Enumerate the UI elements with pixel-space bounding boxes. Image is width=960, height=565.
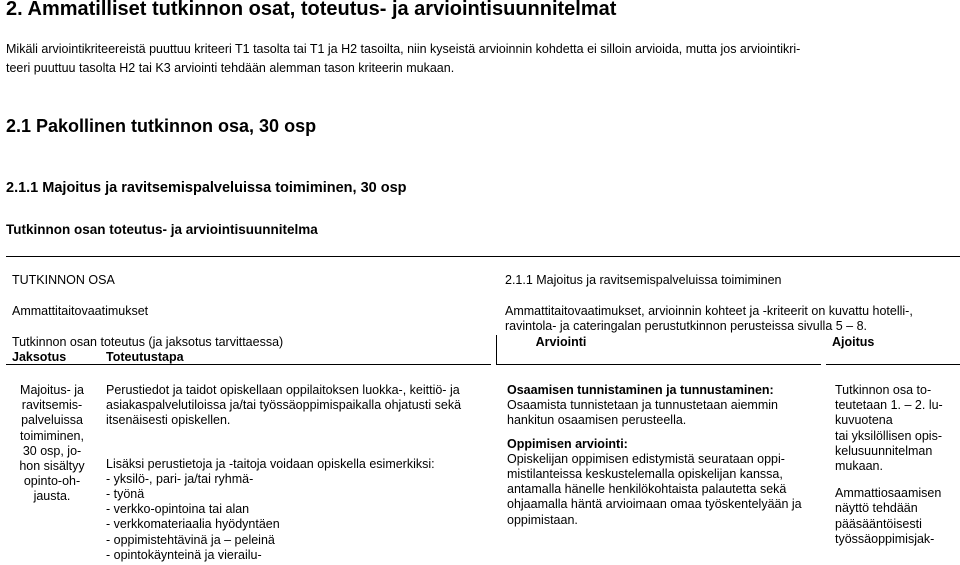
intro-line-2: teeri puuttuu tasolta H2 tai K3 arviointi tehdään alemman tason kriteerin mukaan.	[6, 61, 455, 75]
arviointi-cell: Osaamisen tunnistaminen ja tunnustaminen: Osaamista tunnistetaan ja tunnustetaan aiemmin hankitun osaamisen perusteella. Oppimisen arviointi: Opiskelijan oppimisen edistymistä seurataan oppi- mistilanteissa keskustelemalla opiskelijan kanssa, antamalla hänelle henkilökohtaista palautetta sekä ohjaamalla häntä arvioimaan omaa työskentelyään ja oppimistaan.	[507, 383, 802, 527]
ajoitus-label: Ajoitus	[832, 335, 875, 349]
arviointi-label: Arviointi	[535, 335, 587, 349]
oppiminen-heading: Oppimisen arviointi:	[507, 436, 628, 451]
toteutustapa-label: Toteutustapa	[106, 350, 184, 364]
toteutus-label: Tutkinnon osan toteutus (ja jaksotus tarvittaessa)	[12, 335, 284, 349]
list-item: - työnä	[106, 487, 145, 502]
list-item: - opintokäynteinä ja vierailu-	[106, 547, 262, 562]
list-item: - verkko-opintoina tai alan	[106, 502, 250, 517]
list-item: - oppimistehtävinä ja – peleinä	[106, 532, 275, 547]
tunnistaminen-heading: Osaamisen tunnistaminen ja tunnustaminen:	[507, 383, 774, 397]
plan-heading: Tutkinnon osan toteutus- ja arviointisuunnitelma	[6, 222, 318, 237]
subsection-heading: 2.1.1 Majoitus ja ravitsemispalveluissa toimiminen, 30 osp	[6, 180, 407, 196]
table-header-divider-right	[826, 364, 960, 365]
table-header-divider-mid	[496, 364, 821, 365]
ajoitus-cell: Tutkinnon osa to- teutetaan 1. – 2. lu- kuvuotena tai yksilöllisen opis- kelusuunnitelman mukaan. Ammattiosaamisen näyttö tehdään pääsääntöisesti työssäoppimisjak-	[835, 383, 943, 546]
vaatimukset-value: Ammattitaitovaatimukset, arvioinnin kohteet ja -kriteerit on kuvattu hotelli-, ravintola- ja cateringalan perustutkinnon perusteissa sivulla 5 – 8.	[505, 304, 913, 334]
list-item: - verkkomateriaalia hyödyntäen	[106, 517, 280, 532]
jaksotus-cell: Majoitus- ja ravitsemis- palveluissa toimiminen, 30 osp, jo- hon sisältyy opinto-oh- jausta.	[19, 383, 85, 504]
table-top-border	[6, 256, 960, 257]
table-header-divider-left	[6, 364, 491, 365]
intro-line-1: Mikäli arviointikriteereistä puuttuu kriteeri T1 tasolta tai T1 ja H2 tasoilta, niin kyseistä arvioinnin kohdetta ei silloin arvioida, mutta jos arviointikri-	[6, 42, 801, 56]
toteutustapa-cell: Perustiedot ja taidot opiskellaan oppilaitoksen luokka-, keittiö- ja asiakaspalvelutiloissa ja/tai työssäoppimispaikalla ohjatusti sekä itsenäisesti opiskellen. Lisäksi perustietoja ja -taitoja voidaan opiskella esimerkiksi: - yksilö-, pari- ja/tai ryhmä- - työnä - verkko-opintoina tai alan - verkkomateriaalia hyödyntäen - oppimistehtävinä ja – peleinä - opintokäynteinä ja vierailu-	[106, 383, 462, 562]
list-item: - yksilö-, pari- ja/tai ryhmä-	[106, 471, 254, 486]
document-title: 2. Ammatilliset tutkinnon osat, toteutus- ja arviointisuunnitelmat	[6, 0, 617, 20]
tutkinnon-osa-value: 2.1.1 Majoitus ja ravitsemispalveluissa toimiminen	[505, 273, 782, 287]
tutkinnon-osa-label: TUTKINNON OSA	[12, 273, 115, 287]
section-heading: 2.1 Pakollinen tutkinnon osa, 30 osp	[6, 116, 317, 136]
jaksotus-label: Jaksotus	[12, 350, 67, 364]
vaatimukset-label: Ammattitaitovaatimukset	[12, 304, 149, 318]
